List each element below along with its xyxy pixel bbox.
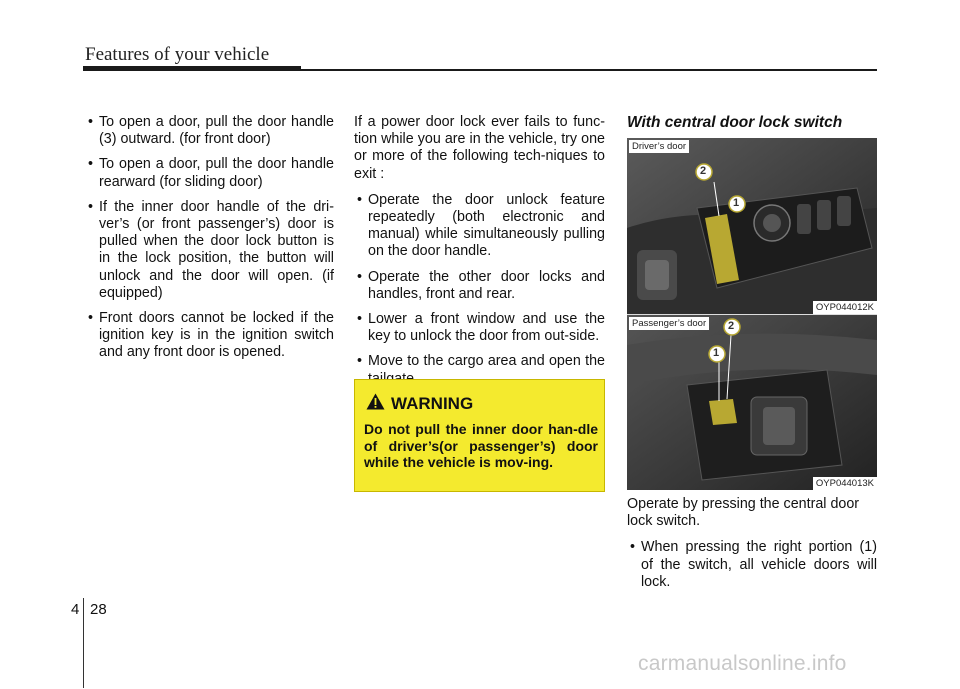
column-3-bullet-list — [627, 539, 877, 591]
list-item: • Move to the cargo area and open the — [354, 353, 605, 387]
list-item: • Front doors cannot be locked if the ignition key is in the ignition switch and any front door is opened. — [85, 310, 334, 362]
warning-triangle-icon — [366, 393, 385, 415]
figure-drivers-door — [627, 138, 877, 314]
list-item: • To open a door, pull the door handle rearward (for sliding door) — [85, 156, 334, 190]
callout-label: 2 — [700, 165, 707, 177]
list-item: • Operate the door unlock feature repeatedly (both electronic and manual) while simultaneously pulling on the door handle. — [354, 192, 605, 261]
header-rule-thin — [301, 69, 877, 71]
passengers-door-illustration — [627, 315, 877, 490]
list-item: • When pressing the right portion (1) of the switch, all vehicle doors will lock. — [627, 539, 877, 591]
figure-caption: Driver’s door — [629, 140, 689, 153]
column-1 — [85, 114, 334, 370]
column-2 — [354, 114, 605, 396]
figure-caption: Passenger’s door — [629, 317, 709, 330]
drivers-door-illustration — [627, 138, 877, 314]
column-1-bullet-list — [85, 114, 334, 362]
page-header-title: Features of your vehicle — [85, 44, 270, 65]
list-item: • Lower a front window and use the key to unlock the door from out-side. — [354, 311, 605, 345]
warning-title: WARNING — [391, 394, 474, 413]
warning-header — [366, 393, 473, 415]
warning-text: Do not pull the inner door han-dle of driver’s(or passenger’s) door while the vehicle is mov-ing. — [364, 421, 598, 470]
figure-code: OYP044012K — [813, 301, 877, 314]
column-2-bullet-list — [354, 192, 605, 388]
list-item: • To open a door, pull the door handle (3) outward. (for front door) — [85, 114, 334, 148]
column-3-intro: Operate by pressing the central door lock switch. — [627, 496, 860, 530]
callout-label: 1 — [713, 347, 720, 359]
section-heading: With central door lock switch — [627, 114, 843, 131]
figure-passengers-door — [627, 314, 877, 490]
list-item: • Operate the other door locks and handles, front and rear. — [354, 269, 605, 303]
page-number: 28 — [90, 601, 107, 618]
list-item: • If the inner door handle of the dri-ver’s (or front passenger’s) door is pulled when the door lock button is in the lock position, the button will unlock and the door will open. (if equipped) — [85, 199, 334, 302]
column-2-intro: If a power door lock ever fails to func-tion while you are in the vehicle, try one or more of the following tech-niques to exit : — [354, 114, 605, 182]
footer-divider — [83, 598, 84, 688]
column-3-header — [627, 114, 877, 131]
chapter-number: 4 — [71, 601, 80, 618]
callout-label: 2 — [728, 320, 735, 332]
warning-box — [354, 379, 605, 492]
figure-code: OYP044013K — [813, 477, 877, 490]
column-3-body — [627, 496, 877, 599]
callout-label: 1 — [733, 197, 740, 209]
watermark-text: carmanualsonline.info — [638, 652, 847, 675]
header-rule-thick — [83, 66, 301, 71]
